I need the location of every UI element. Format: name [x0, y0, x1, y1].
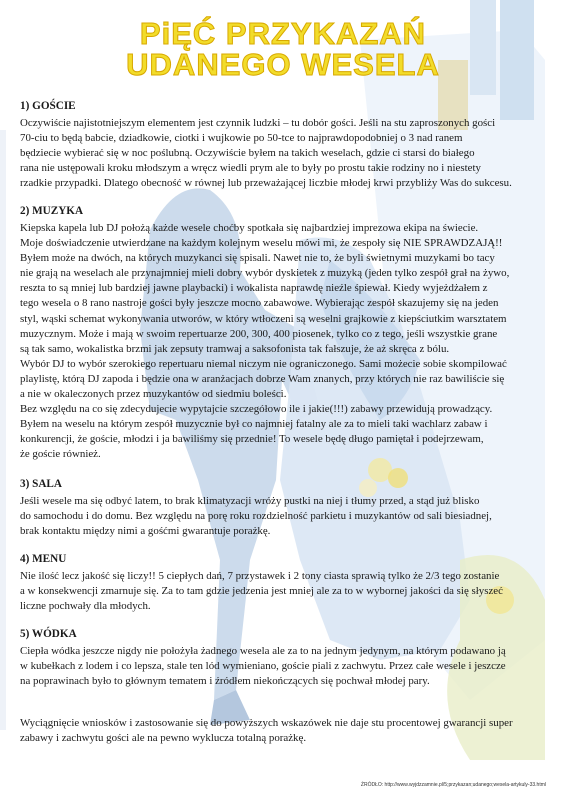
- section-paragraph: Jeśli wesele ma się odbyć latem, to brak klimatyzacji wróży pustki na niej i tłumy przed, a stąd już blisko do samochodu i do domu. Bez względu na porę roku rozdzielność parkietu i muzykantów od sali biesiadnej, brak kontaktu między nimi a gośćmi gwarantuje porażkę.: [20, 495, 492, 538]
- section-paragraph: Wybór DJ to wybór szerokiego repertuaru niemal niczym nie ograniczonego. Sami możecie sobie skompilować playlistę, którą DJ zapoda i będzie ona w aranżacjach dobrze Wam znanych, przy których nie raz bawiliście się a nie w okaleczonych przez muzykantów od siedmiu boleści.: [20, 357, 507, 401]
- closing-paragraph: Wyciągnięcie wniosków i zastosowanie się do powyższych wskazówek nie daje stu procentowej gwarancji super zabawy i zachwytu gości ale na pewno wyklucza totalną porażkę.: [20, 717, 513, 745]
- section-paragraph: Oczywiście najistotniejszym elementem jest czynnik ludzki – tu dobór gości. Jeśli na stu zaproszonych gości 70-ciu to będą babcie, dziadkowie, ciotki i wujkowie po 50-tce to najprawdopodobniej o 3 nad ranem będziecie wybierać się w noc poślubną. Oczywiście byłem na takich weselach, gdzie ci starsi do białego rana nie ustępowali kroku młodszym a wręcz wiedli prym ale to były po prostu takie rodziny no i niestety rzadkie przypadki. Dlatego obecność w równej lub przeważającej liczbie młodej krwi przybliży Was do sukcesu.: [20, 117, 512, 190]
- title-line-1: PiĘĆ PRZYKAZAŃ: [139, 16, 427, 51]
- section-paragraph: Nie ilość lecz jakość się liczy!! 5 ciepłych dań, 7 przystawek i 2 tony ciasta sprawią tylko że 2/3 tego zostanie a w konsekwencji zmarnuje się. Za to tam gdzie jedzenia jest mniej ale za to w wybornej jakości da się słyszeć liczne pochwały dla młodych.: [20, 570, 503, 613]
- source-link[interactable]: ŹRÓDŁO: http://www.wyjdzzamnie.pl/5;przykazan;udanego;wesela-artykuly-33.html: [360, 782, 546, 788]
- section-paragraph: Bez względu na co się zdecydujecie wypytajcie szczegółowo ile i jakie(!!!) zabawy przewidują prowadzący. Byłem na weselu na którym zespół muzycznie był co najmniej fatalny ale za to mieli taki wachlarz zabaw i konkurencji, że goście, młodzi i ja bawiliśmy się przednie! To wesele będę długo pamiętał i podejrzewam, że goście również.: [20, 403, 493, 461]
- section-heading: 2) MUZYKA: [20, 205, 84, 217]
- section-heading: 4) MENU: [20, 553, 67, 565]
- section-paragraph: Kiepska kapela lub DJ położą każde wesele choćby spotkała się najbardziej imprezowa ekipa na świecie. Moje doświadczenie utwierdzane na każdym kolejnym weselu mówi mi, że zespoły się NIE SPRAWDZAJĄ!! Byłem może na dwóch, na których muzykanci się spisali. Nawet nie to, że byli świetnymi muzykami bo tacy nie grają na weselach ale przynajmniej mieli dobry wybór dyskietek z muzyką (jeden tylko zespół grał na żywo, reszta to są mniej lub bardziej jawne playbacki) i wokalista naprawdę nieźle śpiewał. Kiedy wyjeżdżałem z tego wesela o 8 rano nastroje gości były jeszcze mocno zabawowe. Wybierając zespół skazujemy się na jeden styl, wąski schemat wykonywania utworów, w który wtłoczeni są weselni grajkowie z kiepściutkim warsztatem muzycznym. Może i mają w swoim repertuarze 200, 300, 400 piosenek, tylko co z tego, jeśli wszystkie grane są tak samo, wokalistka brzmi jak zepsuty tramwaj a saksofonista tak fałszuje, że aż skręca z bólu.: [20, 222, 510, 355]
- section-muzyka: [20, 205, 550, 463]
- title-line-2: UDANEGO WESELA: [126, 47, 440, 82]
- section-sala: [20, 478, 550, 539]
- section-heading: 5) WÓDKA: [20, 628, 77, 640]
- section-wodka: [20, 628, 550, 689]
- section-paragraph: Ciepła wódka jeszcze nigdy nie położyła żadnego wesela ale za to na jednym jedynym, na którym podawano ją w kubełkach z lodem i co lepsza, stale ten lód wymieniano, goście piali z zachwytu. Przez całe wesele i jeszcze na poprawinach było to głównym tematem i źródłem niekończących się pochwał młodej pary.: [20, 645, 506, 688]
- section-menu: [20, 553, 550, 614]
- page-title: [0, 18, 566, 80]
- section-heading: 3) SALA: [20, 478, 62, 490]
- section-heading: 1) GOŚCIE: [20, 100, 76, 112]
- section-goscie: [20, 100, 550, 191]
